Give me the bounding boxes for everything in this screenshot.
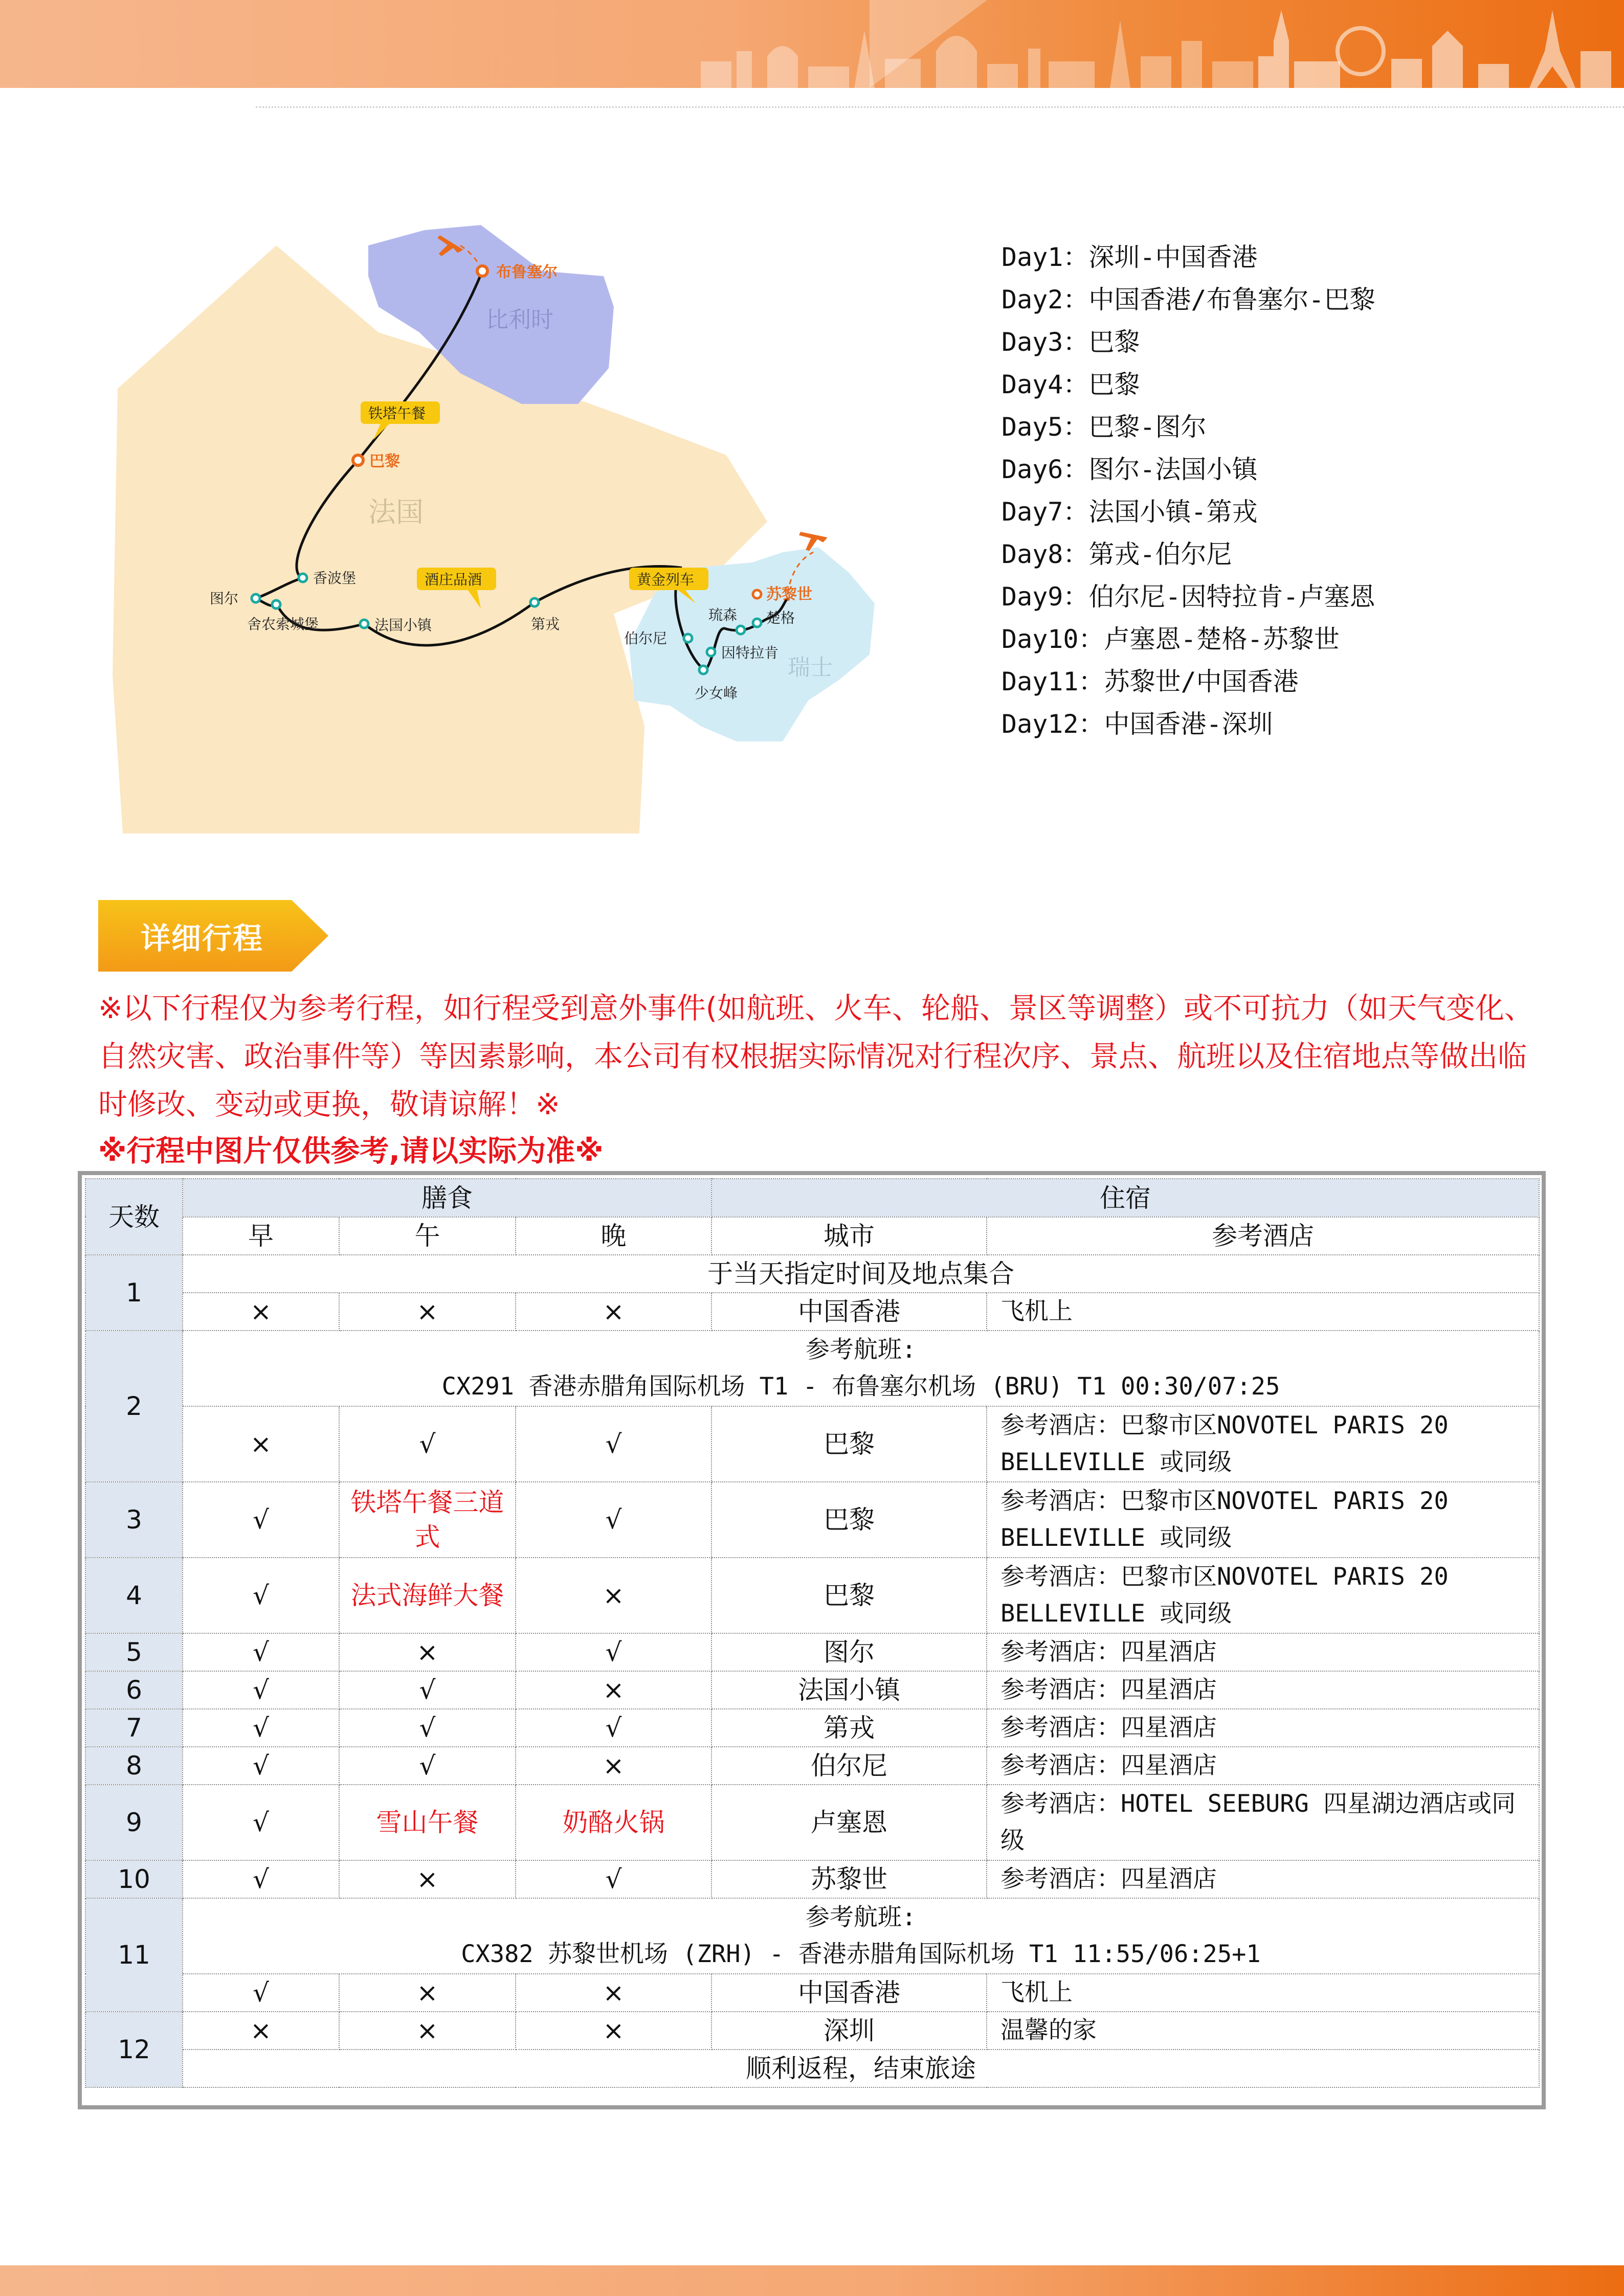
dinner-cell: × [516,1974,711,2012]
day-list-item: Day8：第戎-伯尔尼 [1002,539,1232,569]
day-number: 4 [85,1558,183,1633]
table-row [85,2050,1539,2087]
svg-text:琉森: 琉森 [708,606,738,623]
table-row [85,1633,1539,1671]
day-number: 9 [85,1785,183,1860]
lunch-cell: √ [339,1406,516,1482]
flight-details: CX382 苏黎世机场 (ZRH) - 香港赤腊角国际机场 T1 11:55/06:25+1 [461,1940,1261,1968]
header-breakfast: 早 [183,1217,339,1255]
flight-info [183,1898,1539,1974]
flight-info [183,1331,1539,1406]
day-list-item: Day11：苏黎世/中国香港 [1002,667,1299,696]
dinner-cell: √ [516,1482,711,1558]
lunch-cell: √ [339,1671,516,1709]
header-meals: 膳食 [183,1179,711,1217]
city-cell: 中国香港 [711,1293,987,1331]
dinner-cell: √ [516,1406,711,1482]
breakfast-cell: √ [183,1974,339,2012]
city-cell: 伯尔尼 [711,1747,987,1785]
breakfast-cell: × [183,1293,339,1331]
svg-text:因特拉肯: 因特拉肯 [721,644,779,661]
svg-text:图尔: 图尔 [210,590,239,607]
header-city: 城市 [711,1217,987,1255]
lunch-cell: 雪山午餐 [339,1785,516,1860]
breakfast-cell: × [183,2012,339,2050]
country-label-france: 法国 [368,496,424,528]
closing-note: 顺利返程，结束旅途 [183,2050,1539,2087]
svg-text:楚格: 楚格 [766,610,795,626]
city-cell: 巴黎 [711,1482,987,1558]
country-label-belgium: 比利时 [486,307,553,333]
dinner-cell: √ [516,1633,711,1671]
hotel-cell: 参考酒店：四星酒店 [987,1633,1539,1671]
header-day: 天数 [85,1179,183,1255]
breakfast-cell: √ [183,1860,339,1898]
day-number: 6 [85,1671,183,1709]
dinner-cell: √ [516,1860,711,1898]
day-number: 10 [85,1860,183,1898]
table-row [85,1671,1539,1709]
hotel-cell: 参考酒店：四星酒店 [987,1709,1539,1747]
day-number: 11 [85,1898,183,2012]
flight-details: CX291 香港赤腊角国际机场 T1 - 布鲁塞尔机场 (BRU) T1 00:30/07:25 [441,1372,1280,1401]
hotel-cell: 参考酒店：巴黎市区NOVOTEL PARIS 20 BELLEVILLE 或同级 [987,1558,1539,1633]
table-row [85,1406,1539,1482]
dinner-cell: × [516,1747,711,1785]
flight-label: 参考航班: [805,1903,917,1931]
hotel-cell: 参考酒店：HOTEL SEEBURG 四星湖边酒店或同级 [987,1785,1539,1860]
hotel-cell: 参考酒店：四星酒店 [987,1860,1539,1898]
day-number: 2 [85,1331,183,1482]
day-number: 5 [85,1633,183,1671]
svg-text:伯尔尼: 伯尔尼 [624,630,668,647]
table-row [85,1709,1539,1747]
dinner-cell: √ [516,1709,711,1747]
lunch-cell: 法式海鲜大餐 [339,1558,516,1633]
hotel-cell: 飞机上 [987,1974,1539,2012]
day-list-item: Day10：卢塞恩-楚格-苏黎世 [1002,624,1340,654]
table-row [85,1293,1539,1331]
day-number: 12 [85,2012,183,2087]
svg-text:苏黎世: 苏黎世 [766,586,812,603]
section-heading-tab [98,900,328,972]
svg-text:第戎: 第戎 [531,616,560,633]
flight-label: 参考航班: [805,1336,917,1364]
svg-text:酒庄品酒: 酒庄品酒 [425,571,482,588]
breakfast-cell: √ [183,1785,339,1860]
header-divider [256,106,1624,108]
itinerary-table [78,1171,1546,2109]
table-row [85,2012,1539,2050]
header-lunch: 午 [339,1217,516,1255]
day-list-item: Day3：巴黎 [1002,327,1140,357]
header-lodging: 住宿 [711,1179,1539,1217]
itinerary-table-grid [85,1178,1540,2088]
day-list-item: Day4：巴黎 [1002,370,1140,399]
header-hotel: 参考酒店 [987,1217,1539,1255]
breakfast-cell: √ [183,1482,339,1558]
country-label-switzerland: 瑞士 [788,655,833,681]
itinerary-day-list [1002,236,1564,746]
city-cell: 巴黎 [711,1406,987,1482]
day-list-item: Day2：中国香港/布鲁塞尔-巴黎 [1002,285,1375,314]
city-cell: 第戎 [711,1709,987,1747]
lunch-cell: 铁塔午餐三道式 [339,1482,516,1558]
hotel-cell: 参考酒店：四星酒店 [987,1747,1539,1785]
day-number: 3 [85,1482,183,1558]
disclaimer-text: ※以下行程仅为参考行程，如行程受到意外事件(如航班、火车、轮船、景区等调整）或不可抗力（如天气变化、自然灾害、政治事件等）等因素影响，本公司有权根据实际情况对行程次序、景点、航班以及住宿地点等做出临时修改、变动或更换，敬请谅解！※ [98,992,1533,1121]
breakfast-cell: √ [183,1747,339,1785]
hotel-cell: 温馨的家 [987,2012,1539,2050]
dinner-cell: × [516,1671,711,1709]
footer-banner [0,2265,1624,2296]
table-row [85,1974,1539,2012]
dinner-cell: × [516,1558,711,1633]
day-list-item: Day12：中国香港-深圳 [1002,709,1273,739]
lunch-cell: × [339,1860,516,1898]
table-row [85,1255,1539,1293]
lunch-cell: × [339,1633,516,1671]
day-number: 7 [85,1709,183,1747]
svg-text:舍农索城堡: 舍农索城堡 [247,616,319,633]
section-title: 详细行程 [141,921,264,956]
lunch-cell: × [339,1293,516,1331]
city-cell: 深圳 [711,2012,987,2050]
breakfast-cell: × [183,1406,339,1482]
dinner-cell: 奶酪火锅 [516,1785,711,1860]
day-list-item: Day7：法国小镇-第戎 [1002,497,1258,527]
route-map [102,215,900,839]
city-cell: 卢塞恩 [711,1785,987,1860]
city-skyline-decoration [680,0,1624,88]
hotel-cell: 参考酒店：巴黎市区NOVOTEL PARIS 20 BELLEVILLE 或同级 [987,1482,1539,1558]
day-list-item: Day6：图尔-法国小镇 [1002,455,1258,484]
lunch-cell: × [339,1974,516,2012]
svg-text:香波堡: 香波堡 [313,570,357,587]
day-list-item: Day1：深圳-中国香港 [1002,242,1258,272]
svg-text:巴黎: 巴黎 [369,453,400,470]
day-list-item: Day5：巴黎-图尔 [1002,412,1207,442]
city-cell: 图尔 [711,1633,987,1671]
svg-text:黄金列车: 黄金列车 [637,571,695,588]
city-cell: 法国小镇 [711,1671,987,1709]
hotel-cell: 参考酒店：四星酒店 [987,1671,1539,1709]
breakfast-cell: √ [183,1671,339,1709]
route-map-svg [102,215,900,839]
breakfast-cell: √ [183,1558,339,1633]
city-cell: 巴黎 [711,1558,987,1633]
breakfast-cell: √ [183,1633,339,1671]
svg-text:布鲁塞尔: 布鲁塞尔 [496,263,558,281]
photo-note: ※行程中图片仅供参考,请以实际为准※ [98,1134,604,1168]
lunch-cell: × [339,2012,516,2050]
dinner-cell: × [516,1293,711,1331]
table-row [85,1860,1539,1898]
day-number: 8 [85,1747,183,1785]
dinner-cell: × [516,2012,711,2050]
lunch-cell: √ [339,1747,516,1785]
day-list-item: Day9：伯尔尼-因特拉肯-卢塞恩 [1002,582,1375,612]
svg-text:少女峰: 少女峰 [695,685,738,702]
table-row [85,1747,1539,1785]
table-row [85,1785,1539,1860]
day-number: 1 [85,1255,183,1331]
header-dinner: 晚 [516,1217,711,1255]
table-row [85,1558,1539,1633]
hotel-cell: 飞机上 [987,1293,1539,1331]
table-row [85,1482,1539,1558]
hotel-cell: 参考酒店：巴黎市区NOVOTEL PARIS 20 BELLEVILLE 或同级 [987,1406,1539,1482]
table-row [85,1898,1539,1974]
svg-text:法国小镇: 法国小镇 [374,617,432,634]
assembly-note: 于当天指定时间及地点集合 [183,1255,1539,1293]
table-row [85,1331,1539,1406]
lunch-cell: √ [339,1709,516,1747]
breakfast-cell: √ [183,1709,339,1747]
city-cell: 中国香港 [711,1974,987,2012]
city-cell: 苏黎世 [711,1860,987,1898]
svg-text:铁塔午餐: 铁塔午餐 [368,405,426,422]
